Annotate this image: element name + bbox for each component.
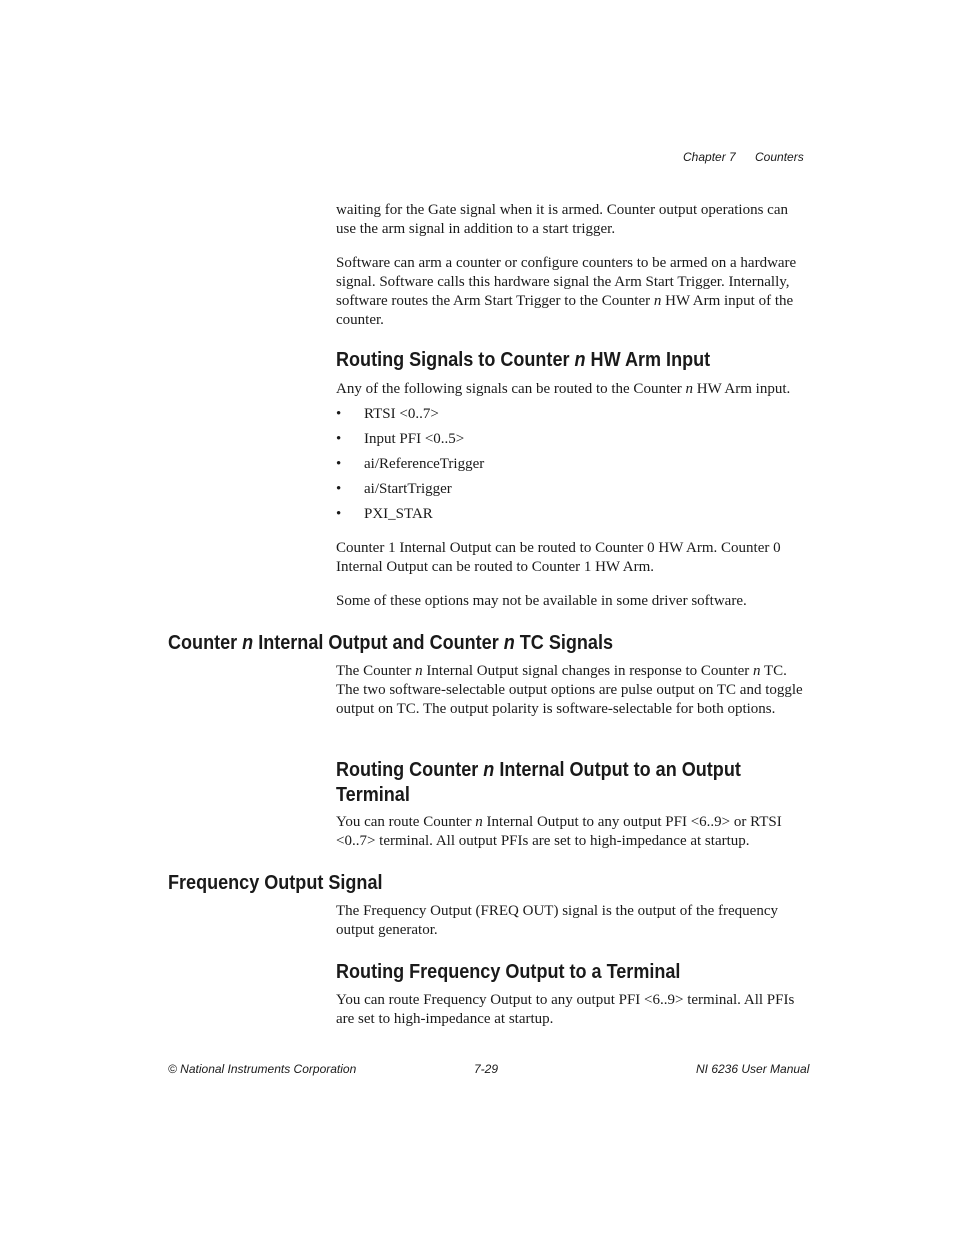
paragraph-signals-list-intro: Any of the following signals can be routed to the Counter n HW Arm input.	[336, 381, 791, 397]
heading-routing-internal-output: Routing Counter n Internal Output to an Output Terminal	[336, 758, 741, 806]
heading-routing-hw-arm: Routing Signals to Counter n HW Arm Input	[336, 348, 711, 371]
heading-frequency-output-signal: Frequency Output Signal	[168, 871, 383, 894]
paragraph-internal-output-routing: Counter 1 Internal Output can be routed to Counter 0 HW Arm. Counter 0 Internal Output can be routed to Counter 1 HW Arm.	[336, 540, 781, 575]
paragraph-route-frequency-output: You can route Frequency Output to any output PFI <6..9> terminal. All PFIs are set to high-impedance at startup.	[336, 992, 795, 1027]
footer-page-number: 7-29	[474, 1062, 499, 1076]
heading-internal-output-tc: Counter n Internal Output and Counter n TC Signals	[168, 631, 614, 654]
paragraph-driver-note: Some of these options may not be available in some driver software.	[336, 593, 747, 609]
heading-routing-frequency-output: Routing Frequency Output to a Terminal	[336, 960, 681, 983]
header-chapter: Chapter 7	[683, 150, 736, 164]
paragraph-software-arm: Software can arm a counter or configure counters to be armed on a hardware signal. Software calls this hardware signal the Arm Start Trigger. Internally, software routes the Arm Start Trigger to the Counter n HW Arm input of the counter.	[336, 255, 797, 328]
paragraph-frequency-output: The Frequency Output (FREQ OUT) signal is the output of the frequency output generator.	[336, 903, 778, 938]
footer-copyright: © National Instruments Corporation	[168, 1062, 357, 1076]
header-section: Counters	[755, 150, 804, 164]
paragraph-internal-output-description: The Counter n Internal Output signal changes in response to Counter n TC. The two software-selectable output options are pulse output on TC and toggle output on TC. The output polarity is software-selectable for both options.	[336, 663, 803, 717]
footer-manual-title: NI 6236 User Manual	[696, 1062, 810, 1076]
paragraph-route-internal-output: You can route Counter n Internal Output to any output PFI <6..9> or RTSI <0..7> terminal. All output PFIs are set to high-impedance at startup.	[336, 814, 782, 849]
paragraph-gate-arm: waiting for the Gate signal when it is armed. Counter output operations can use the arm signal in addition to a start trigger.	[336, 202, 788, 237]
